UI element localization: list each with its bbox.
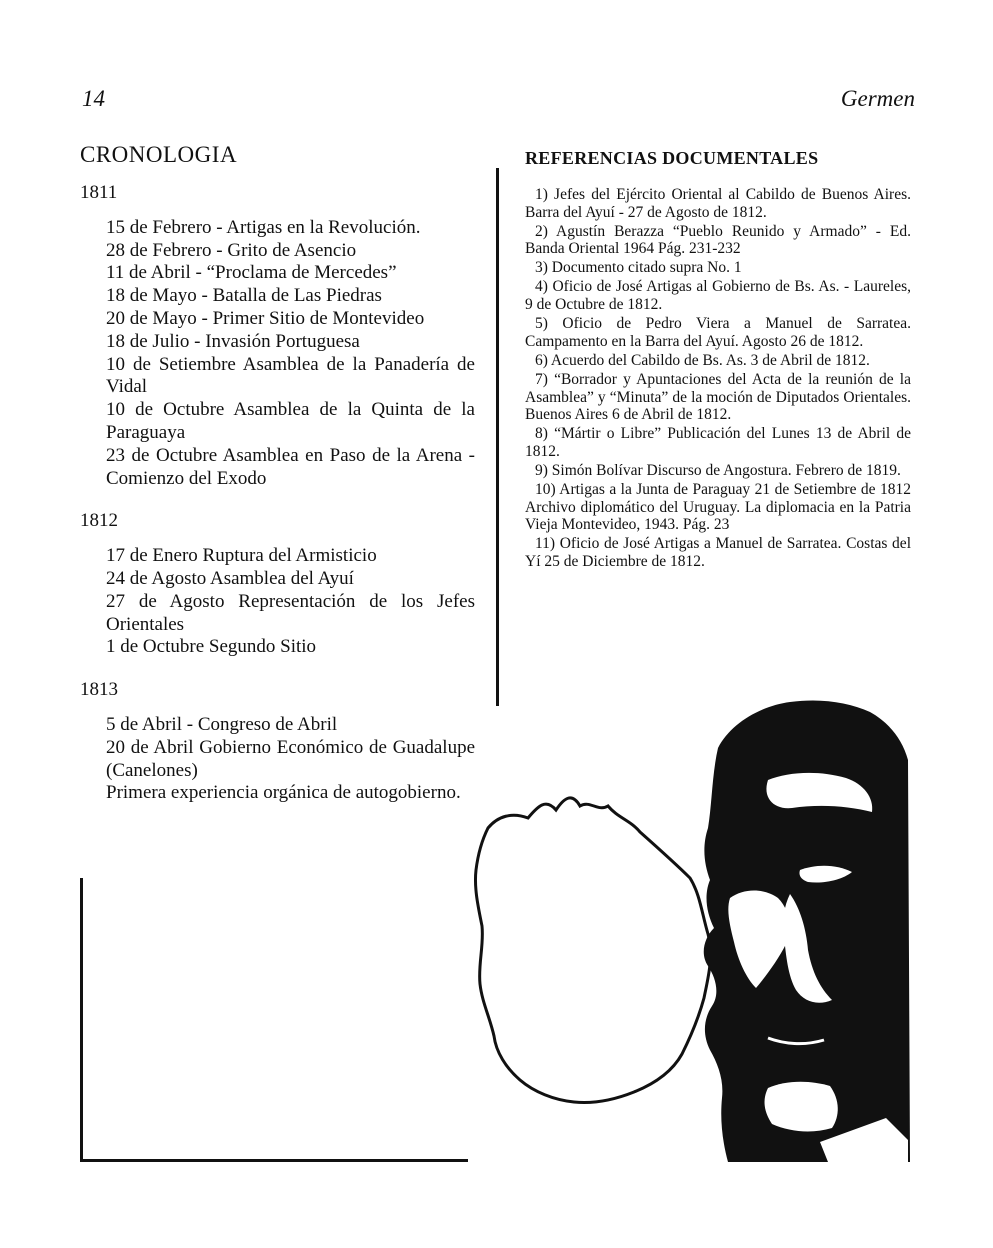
year-heading: 1813 [80, 679, 118, 701]
reference-item: 5) Oficio de Pedro Viera a Manuel de Sarratea. Campamento en la Barra del Ayuí. Agosto 26 de 1812. [525, 315, 911, 350]
reference-item: 2) Agustín Berazza “Pueblo Reunido y Armado” - Ed. Banda Oriental 1964 Pág. 231-232 [525, 222, 911, 258]
year-heading: 1812 [80, 510, 118, 532]
chronology-entry: 23 de Octubre Asamblea en Paso de la Arena - Comienzo del Exodo [106, 444, 475, 489]
year-heading: 1811 [80, 182, 118, 203]
column-divider [496, 168, 499, 706]
year-entries [80, 714, 475, 805]
chronology-entry: 10 de Octubre Asamblea de la Quinta de la Paraguaya [106, 399, 475, 443]
artigas-portrait-illustration [468, 688, 913, 1162]
cronologia-title: CRONOLOGIA [80, 142, 238, 167]
chronology-entry: Primera experiencia orgánica de autogobierno. [106, 782, 461, 804]
reference-item: 11) Oficio de José Artigas a Manuel de Sarratea. Costas del Yí 25 de Diciembre de 1812. [525, 535, 911, 570]
year-entries [80, 545, 475, 659]
chronology-entry: 17 de Enero Ruptura del Armisticio [106, 545, 377, 567]
page-number: 14 [82, 86, 105, 111]
chronology-entry: 28 de Febrero - Grito de Asencio [106, 239, 357, 261]
reference-item: 4) Oficio de José Artigas al Gobierno de Bs. As. - Laureles, 9 de Octubre de 1812. [525, 278, 911, 314]
frame-bottom-rule [80, 1159, 468, 1162]
chronology-entry: 20 de Mayo - Primer Sitio de Montevideo [106, 307, 425, 329]
reference-item: 7) “Borrador y Apuntaciones del Acta de la reunión de la Asamblea” y “Minuta” de la moción de Diputados Orientales. Buenos Aires 6 de Abril de 1812. [525, 370, 911, 424]
chronology-entry: 27 de Agosto Representación de los Jefes Orientales [106, 590, 475, 635]
uruguay-map-outline [475, 798, 710, 1103]
chronology-entry: 1 de Octubre Segundo Sitio [106, 636, 317, 658]
chronology-entry: 20 de Abril Gobierno Económico de Guadalupe (Canelones) [106, 736, 475, 781]
chin-highlight [765, 1082, 838, 1132]
reference-item: 9) Simón Bolívar Discurso de Angostura. Febrero de 1819. [535, 461, 901, 479]
frame-left-rule [80, 878, 83, 1162]
chronology-entry: 5 de Abril - Congreso de Abril [106, 713, 338, 735]
reference-item: 10) Artigas a la Junta de Paraguay 21 de Setiembre de 1812 Archivo diplomático del Uruguay. La diplomacia en la Patria Vieja Montevideo, 1943. Pág. 23 [525, 481, 911, 534]
chronology-entry: 24 de Agosto Asamblea del Ayuí [106, 567, 354, 589]
running-head: Germen [840, 86, 915, 111]
chronology-list [80, 182, 475, 825]
chronology-entry: 10 de Setiembre Asamblea de la Panadería de Vidal [106, 353, 475, 398]
referencias-title: REFERENCIAS DOCUMENTALES [525, 148, 819, 168]
chronology-entry: 15 de Febrero - Artigas en la Revolución. [106, 216, 421, 238]
reference-item: 3) Documento citado supra No. 1 [535, 259, 742, 277]
chronology-entry: 18 de Mayo - Batalla de Las Piedras [106, 285, 382, 307]
reference-item: 1) Jefes del Ejército Oriental al Cabildo de Buenos Aires. Barra del Ayuí - 27 de Agosto de 1812. [525, 186, 911, 221]
reference-item: 6) Acuerdo del Cabildo de Bs. As. 3 de Abril de 1812. [535, 351, 870, 369]
chronology-entry: 18 de Julio - Invasión Portuguesa [106, 330, 360, 352]
chronology-entry: 11 de Abril - “Proclama de Mercedes” [106, 262, 397, 284]
reference-item: 8) “Mártir o Libre” Publicación del Lunes 13 de Abril de 1812. [525, 425, 911, 460]
references-list [525, 186, 911, 572]
year-entries [80, 217, 475, 491]
